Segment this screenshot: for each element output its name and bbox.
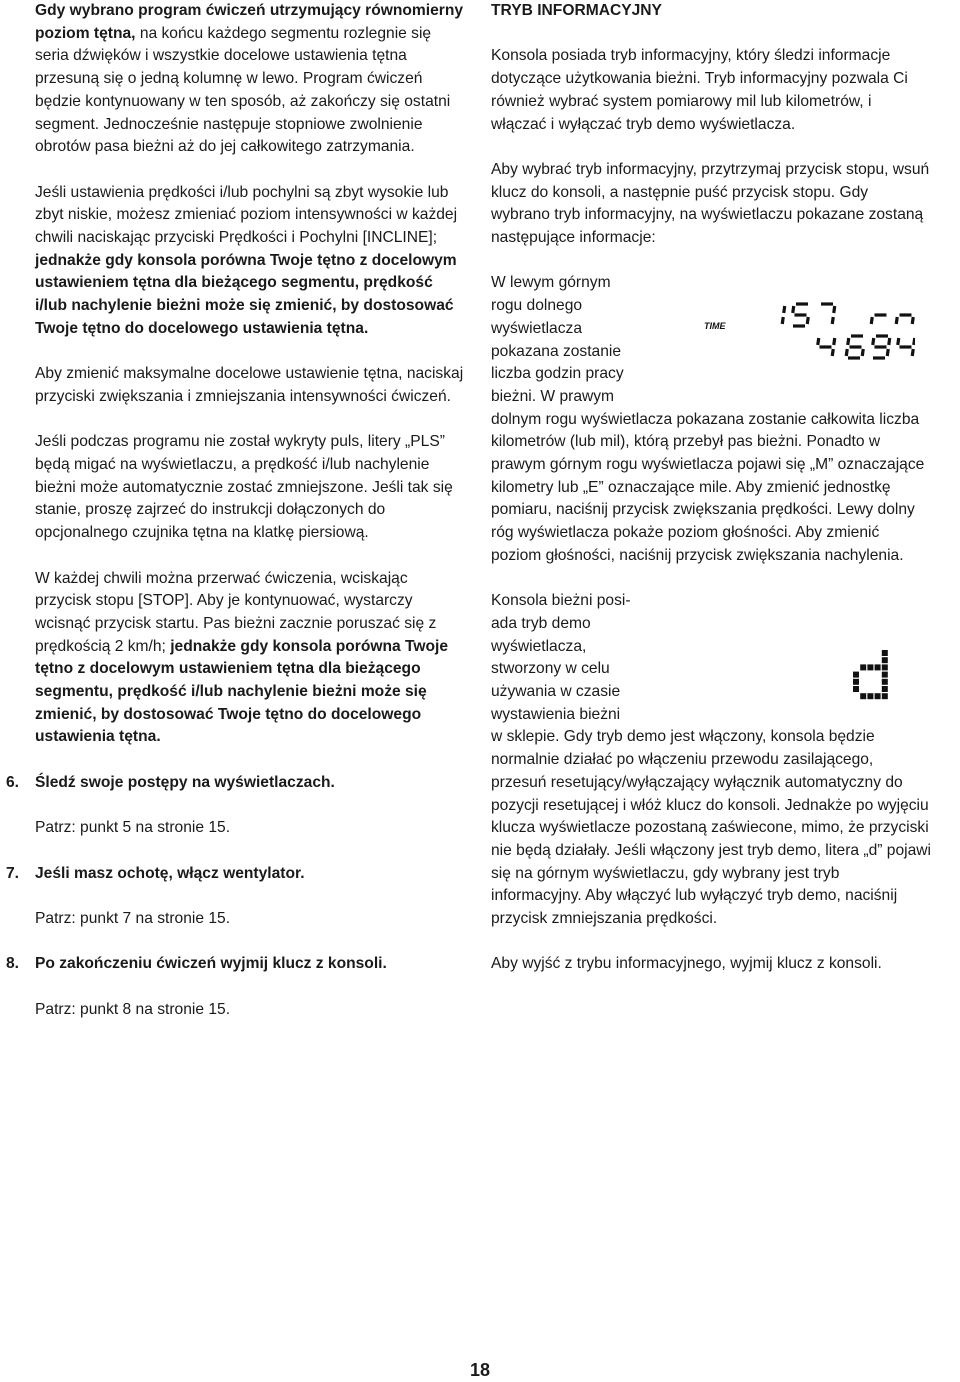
step-number: 8.	[6, 955, 20, 973]
info-mode-display	[700, 296, 915, 368]
step-number: 6.	[6, 773, 20, 791]
dot-matrix-readout	[852, 650, 892, 700]
demo-mode-block	[491, 590, 931, 931]
line: ada tryb demo	[491, 614, 591, 632]
lcd-segment	[834, 338, 835, 345]
dot-matrix-pixel	[875, 693, 881, 699]
paragraph-body: Jeśli ustawienia prędkości i/lub pochylni są zbyt wysokie lub zbyt niskie, możesz zmieniać poziom intensywności w każdej chwili naciskając przyciski Prędkości i Pochylni [INCLINE];	[35, 183, 458, 247]
lcd-segment	[846, 349, 847, 356]
step-7	[6, 863, 465, 886]
paragraph-bold-lead: Gdy wybrano program ćwiczeń utrzymujący równomierny poziom tętna,	[35, 2, 464, 42]
step-title: Po zakończeniu ćwiczeń wyjmij klucz z konsoli.	[35, 955, 387, 973]
dot-matrix-pixel	[882, 664, 888, 670]
step-reference: Patrz: punkt 5 na stronie 15.	[35, 819, 231, 837]
paragraph-body: w sklepie. Gdy tryb demo jest włączony, konsola będzie normalnie działać po włączeniu przewodu zasilającego, przesuń resetujący/wyłączający wyłącznik automatyczny do pozycji resetującej i włóż klucz do konsoli. Jednakże po wyjęciu klucza wyświetlacze pozostaną zaświecone, mimo, że przyciski nie będą działały. Jeśli włączony jest tryb demo, litera „d” pojawi się na górnym wyświetlaczu, gdy wybrany jest tryb informacyjny. Aby włączyć lub wyłączyć tryb demo, naciśnij przycisk zmniejszania prędkości.	[491, 728, 931, 928]
line: Konsola bieżni posi-	[491, 592, 631, 610]
lcd-segment	[912, 317, 913, 324]
dot-matrix-pixel	[882, 693, 888, 699]
lcd-segment	[784, 306, 785, 313]
dot-matrix-pixel	[853, 679, 859, 685]
lcd-segment	[873, 338, 874, 345]
lcd-segment	[914, 338, 915, 345]
step-title: Śledź swoje postępy na wyświetlaczach.	[35, 773, 335, 791]
dot-matrix-pixel	[853, 672, 859, 678]
line: stworzony w celu	[491, 660, 610, 678]
lcd-segment	[887, 349, 888, 356]
paragraph-info-mode-intro: Konsola posiada tryb informacyjny, który śledzi informacje dotyczące użytkowania bieżni. Tryb informacyjny pozwala Ci również wybrać system pomiarowy mil lub kilometrów, i włączać i wyłączać tryb demo wyświetlacza.	[491, 47, 908, 133]
paragraph-pulse-not-detected: Jeśli podczas programu nie został wykryty puls, litery „PLS” będą migać na wyświetlaczu, a prędkość i/lub nachylenie bieżni może automatycznie zostać zmniejszone. Jeśli tak się stanie, proszę zajrzeć do instrukcji dołączonych do opcjonalnego czujnika tętna na klatkę piersiową.	[35, 433, 453, 542]
time-label: TIME	[704, 321, 726, 331]
dot-matrix-pixel	[860, 693, 866, 699]
lcd-segment	[896, 317, 897, 324]
paragraph-body: na końcu każdego segmentu rozlegnie się seria dźwięków i wszystkie docelowe ustawienia tętna przesuną się o jedną kolumnę w lewo. Program ćwiczeń będzie kontynuowany w ten sposób, aż zakończy się ostatni segment. Jednocześnie następuje stopniowe zwolnienie obrotów pasa bieżni aż do jej całkowitego zatrzymania.	[35, 24, 451, 156]
lcd-segment	[889, 338, 890, 345]
paragraph-info-mode-select: Aby wybrać tryb informacyjny, przytrzymaj przycisk stopu, wsuń klucz do konsoli, a następnie puść przycisk stopu. Gdy wybrano tryb informacyjny, na wyświetlaczu pokazane zostaną następujące informacje:	[491, 160, 930, 246]
dot-matrix-pixel	[882, 657, 888, 663]
step-reference: Patrz: punkt 7 na stronie 15.	[35, 910, 231, 927]
lcd-segment	[782, 317, 783, 324]
lcd-distance-value	[846, 336, 914, 358]
dot-matrix-pixel	[853, 686, 859, 692]
paragraph-body: W każdej chwili można przerwać ćwiczenia, wciskając przycisk stopu [STOP]. Aby je kontynuować, wystarczy wcisnąć przycisk startu. Pas bieżni zacznie poruszać się z prędkością 2 km/h;	[35, 569, 437, 655]
demo-mode-display	[852, 650, 892, 700]
lcd-segment	[898, 338, 899, 345]
line: wyświetlacza,	[491, 637, 587, 655]
line: wystawienia bieżni	[491, 705, 621, 723]
page-number: 18	[469, 1360, 491, 1380]
step-reference: Patrz: punkt 8 na stronie 15.	[35, 1000, 231, 1018]
lcd-segment	[834, 306, 835, 313]
lcd-readout	[700, 296, 915, 368]
paragraph-adjust-intensity	[35, 182, 465, 341]
paragraph-stop-resume	[35, 568, 465, 750]
lcd-segment	[793, 306, 794, 313]
dot-matrix-pixel	[867, 664, 873, 670]
dot-matrix-char	[853, 650, 888, 699]
line: liczba godzin pracy	[491, 365, 624, 383]
lcd-segment	[871, 317, 872, 324]
paragraph-bold-warning: jednakże gdy konsola porówna Twoje tętno z docelowym ustawieniem tętna dla bieżącego segmentu, prędkość i/lub nachylenie bieżni może się zmienić, by dostosować Twoje tętno do docelowego ustawienia tętna.	[35, 637, 449, 746]
dot-matrix-pixel	[882, 679, 888, 685]
step-number: 7.	[6, 864, 20, 882]
step-title: Jeśli masz ochotę, włącz wentylator.	[35, 864, 305, 882]
dot-matrix-pixel	[875, 664, 881, 670]
section-heading: TRYB INFORMACYJNY	[491, 2, 662, 19]
lcd-segment	[848, 338, 849, 345]
lcd-segment	[912, 349, 913, 356]
lcd-segment	[862, 349, 863, 356]
line: rogu dolnego	[491, 297, 583, 315]
dot-matrix-pixel	[882, 672, 888, 678]
dot-matrix-pixel	[867, 693, 873, 699]
lcd-segment	[818, 338, 819, 345]
lcd-segment	[832, 317, 833, 324]
lcd-hours-value	[782, 304, 834, 326]
dot-matrix-pixel	[882, 686, 888, 692]
lcd-segment	[807, 317, 808, 324]
paragraph-bold-warning: jednakże gdy konsola porówna Twoje tętno z docelowym ustawieniem tętna dla bieżącego segmentu, prędkość i/lub nachylenie bieżni może się zmienić, by dostosować Twoje tętno do docelowego ustawienia tętna.	[35, 251, 457, 337]
paragraph-heart-rate-program	[35, 0, 465, 159]
line: wyświetlacza	[491, 319, 582, 337]
line: używania w czasie	[491, 683, 621, 701]
dot-matrix-pixel	[860, 664, 866, 670]
lcd-unit-indicator	[871, 315, 913, 324]
paragraph-body: dolnym rogu wyświetlacza pokazana zostanie całkowita liczba kilometrów (lub mil), którą przebył pas bieżni. Ponadto w prawym górnym rogu wyświetlacza pojawi się „M” oznaczające kilometry lub „E” oznaczające mile. Aby zmienić jednostkę pomiaru, naciśnij przycisk zwiększania prędkości. Lewy dolny róg wyświetlacza pokaże poziom głośności. Aby zmienić poziom głośności, naciśnij przycisk zwiększania nachylenia.	[491, 410, 925, 564]
line: W lewym górnym	[491, 274, 611, 292]
lcd-volume-value	[818, 338, 835, 356]
line: pokazana zostanie	[491, 342, 622, 360]
paragraph-max-target: Aby zmienić maksymalne docelowe ustawienie tętna, naciskaj przyciski zwiększania i zmniejszania intensywności ćwiczeń.	[35, 365, 464, 405]
paragraph-exit-info-mode: Aby wyjść z trybu informacyjnego, wyjmij klucz z konsoli.	[491, 955, 882, 973]
right-column	[491, 0, 931, 976]
line: bieżni. W prawym	[491, 387, 615, 405]
left-column	[6, 0, 465, 1021]
step-8	[6, 953, 465, 976]
lcd-segment	[832, 349, 833, 356]
dot-matrix-pixel	[882, 650, 888, 656]
step-6	[6, 772, 465, 795]
